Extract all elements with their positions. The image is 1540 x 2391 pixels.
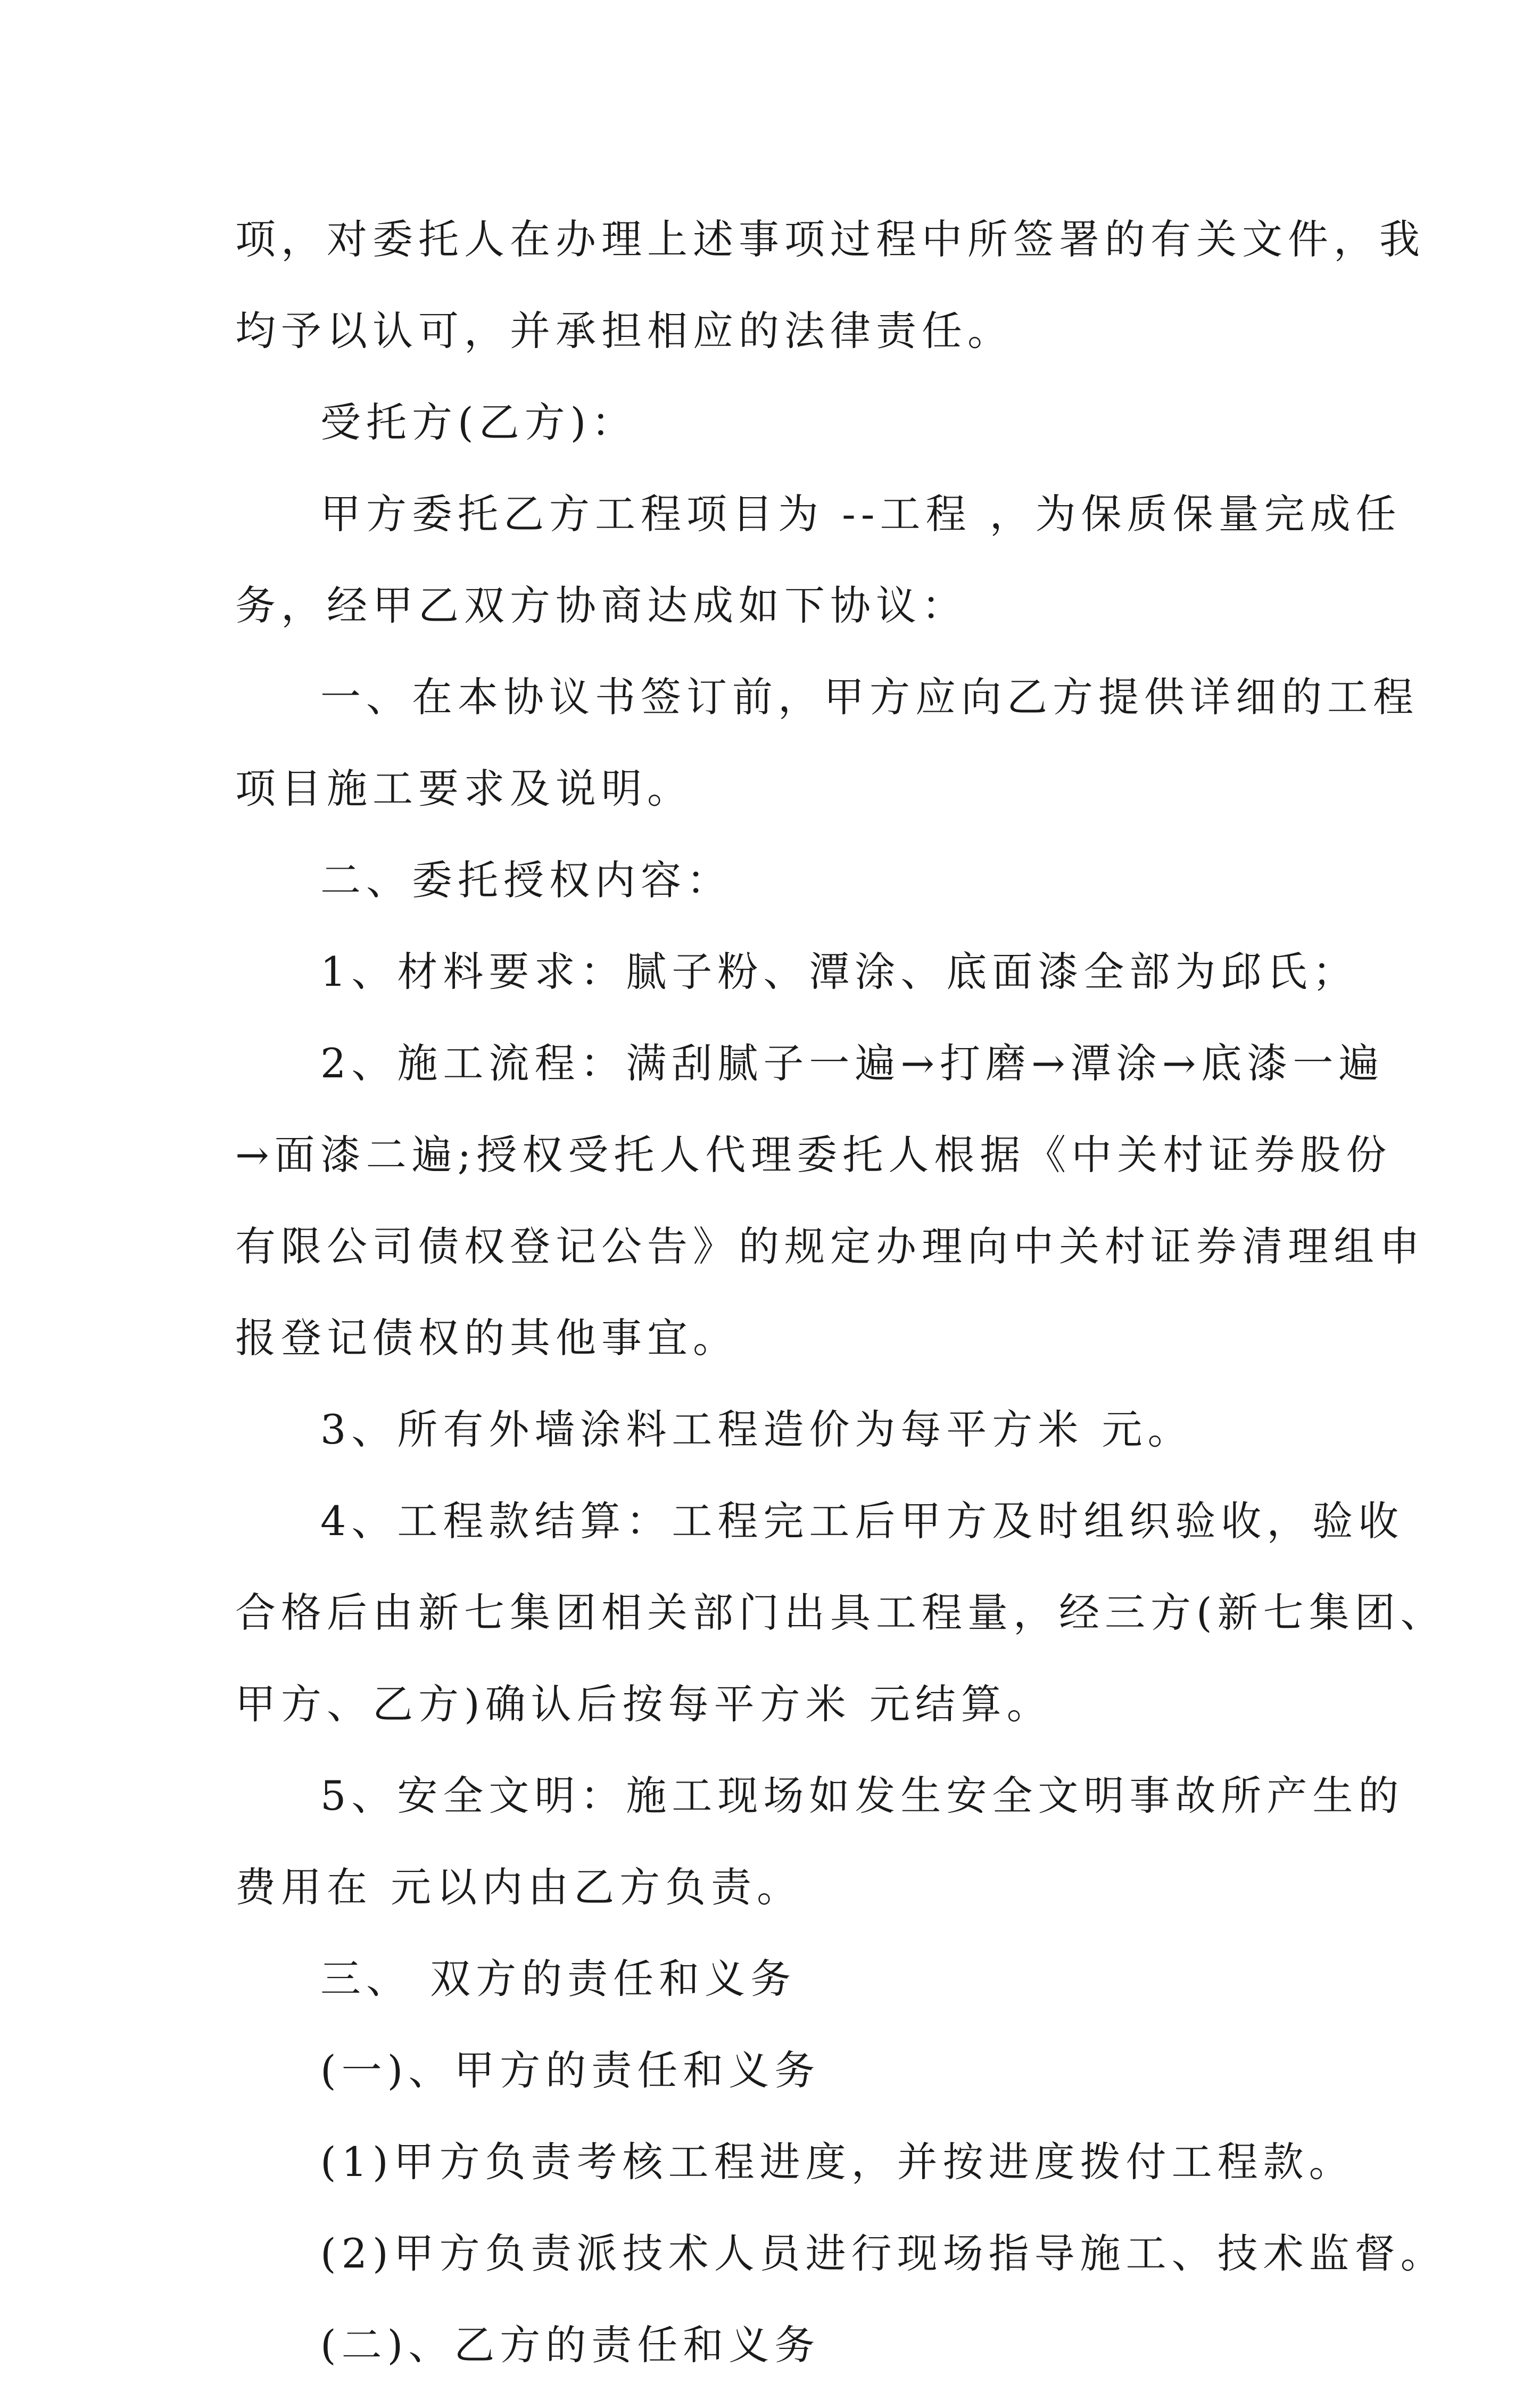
item-safety: 5、安全文明：施工现场如发生安全文明事故所产生的 — [320, 1772, 1404, 1819]
text-line: 甲方、乙方)确认后按每平方米 元结算。 — [235, 1680, 1053, 1728]
text-line: →面漆二遍;授权受托人代理委托人根据《中关村证券股份 — [235, 1131, 1392, 1178]
text-line: 甲方委托乙方工程项目为 --工程 ，为保质保量完成任 — [320, 490, 1402, 538]
party-a-duties-heading: (一)、甲方的责任和义务 — [320, 2047, 821, 2094]
party-b-heading: 受托方(乙方)： — [320, 399, 637, 446]
item-settlement: 4、工程款结算：工程完工后甲方及时组织验收，验收 — [320, 1497, 1404, 1545]
text-line: 项目施工要求及说明。 — [235, 765, 693, 812]
text-line: 项，对委托人在办理上述事项过程中所签署的有关文件，我 — [235, 216, 1425, 263]
item-cost: 3、所有外墙涂料工程造价为每平方米 元。 — [320, 1406, 1194, 1453]
item-process: 2、施工流程：满刮腻子一遍→打磨→潭涂→底漆一遍 — [320, 1040, 1385, 1087]
party-b-duties-heading: (二)、乙方的责任和义务 — [320, 2321, 821, 2369]
item-materials: 1、材料要求：腻子粉、潭涂、底面漆全部为邱氏； — [320, 948, 1359, 995]
text-line: 均予以认可，并承担相应的法律责任。 — [235, 307, 1013, 354]
document-body — [235, 194, 1446, 2391]
text-line: 有限公司债权登记公告》的规定办理向中关村证券清理组申 — [235, 1223, 1425, 1270]
party-a-duty-2: (2)甲方负责派技术人员进行现场指导施工、技术监督。 — [320, 2230, 1446, 2277]
text-line: 合格后由新七集团相关部门出具工程量，经三方(新七集团、 — [235, 1589, 1446, 1636]
text-line: 费用在 元以内由乙方负责。 — [235, 1864, 803, 1911]
text-line: 务，经甲乙双方协商达成如下协议： — [235, 582, 967, 629]
clause-one: 一、在本协议书签订前，甲方应向乙方提供详细的工程 — [320, 673, 1419, 721]
clause-three-heading: 三、 双方的责任和义务 — [320, 1955, 797, 2002]
text-line: 报登记债权的其他事宜。 — [235, 1314, 739, 1362]
party-a-duty-1: (1)甲方负责考核工程进度，并按进度拨付工程款。 — [320, 2138, 1355, 2186]
clause-two-heading: 二、委托授权内容： — [320, 856, 732, 904]
